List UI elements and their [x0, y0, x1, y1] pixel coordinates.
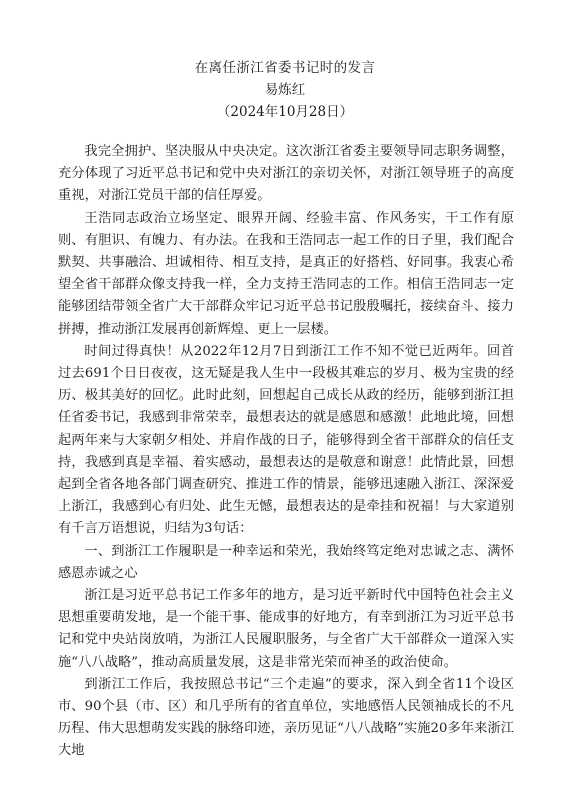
section-heading: 一、到浙江工作履职是一种幸运和荣光，我始终笃定绝对忠诚之志、满怀感恩赤诚之心	[58, 543, 514, 581]
document-title: 在离任浙江省委书记时的发言	[194, 60, 376, 76]
paragraph: 浙江是习近平总书记工作多年的地方，是习近平新时代中国特色社会主义思想重要萌发地，是一个能干事、能成事的好地方，有幸到浙江为习近平总书记和党中央站岗放哨，为浙江人民履职服务，与全省广大干部群众一道深入实施“八八战略”，推动高质量发展，这是非常光荣而神圣的政治使命。	[58, 588, 514, 670]
document-date: （2024年10月28日）	[216, 104, 354, 120]
paragraph: 时间过得真快！从2022年12月7日到浙江工作不知不觉已近两年。回首过去691个日日夜夜，这无疑是我人生中一段极其难忘的岁月、极为宝贵的经历、极其美好的回忆。此时此刻，回想起自己成长从政的经历，能够到浙江担任省委书记，我感到非常荣幸，最想表达的就是感恩和感激！此地此境，回想起两年来与大家朝夕相处、并肩作战的日子，能够得到全省干部群众的信任支持，我感到真是幸福、着实感动，最想表达的是敬意和谢意！此情此景，回想起到全省各地各部门调查研究、推进工作的情景，能够迅速融入浙江、深深爱上浙江，我感到心有归处、此生无憾，最想表达的是牵挂和祝福！与大家道别有千言万语想说，归结为3句话：	[58, 343, 514, 537]
paragraph: 王浩同志政治立场坚定、眼界开阔、经验丰富、作风务实，干工作有原则、有胆识、有魄力、有办法。在我和王浩同志一起工作的日子里，我们配合默契、共事融洽、坦诚相待、相互支持，是真正的好搭档、好同事。我衷心希望全省干部群众像支持我一样，全力支持王浩同志的工作。相信王浩同志一定能够团结带领全省广大干部群众牢记习近平总书记殷殷嘱托，接续奋斗、接力拼搏，推动浙江发展再创新辉煌、更上一层楼。	[58, 210, 514, 337]
document-body	[58, 141, 514, 763]
paragraph: 到浙江工作后，我按照总书记“三个走遍”的要求，深入到全省11个设区市、90个县（市、区）和几乎所有的省直单位，实地感悟人民领袖成长的不凡历程、伟大思想萌发实践的脉络印迹，亲历见证“八八战略”实施20多年来浙江大地	[58, 676, 514, 759]
document-author: 易炼红	[264, 82, 306, 98]
paragraph: 我完全拥护、坚决服从中央决定。这次浙江省委主要领导同志职务调整，充分体现了习近平总书记和党中央对浙江的亲切关怀，对浙江领导班子的高度重视，对浙江党员干部的信任厚爱。	[58, 144, 514, 204]
